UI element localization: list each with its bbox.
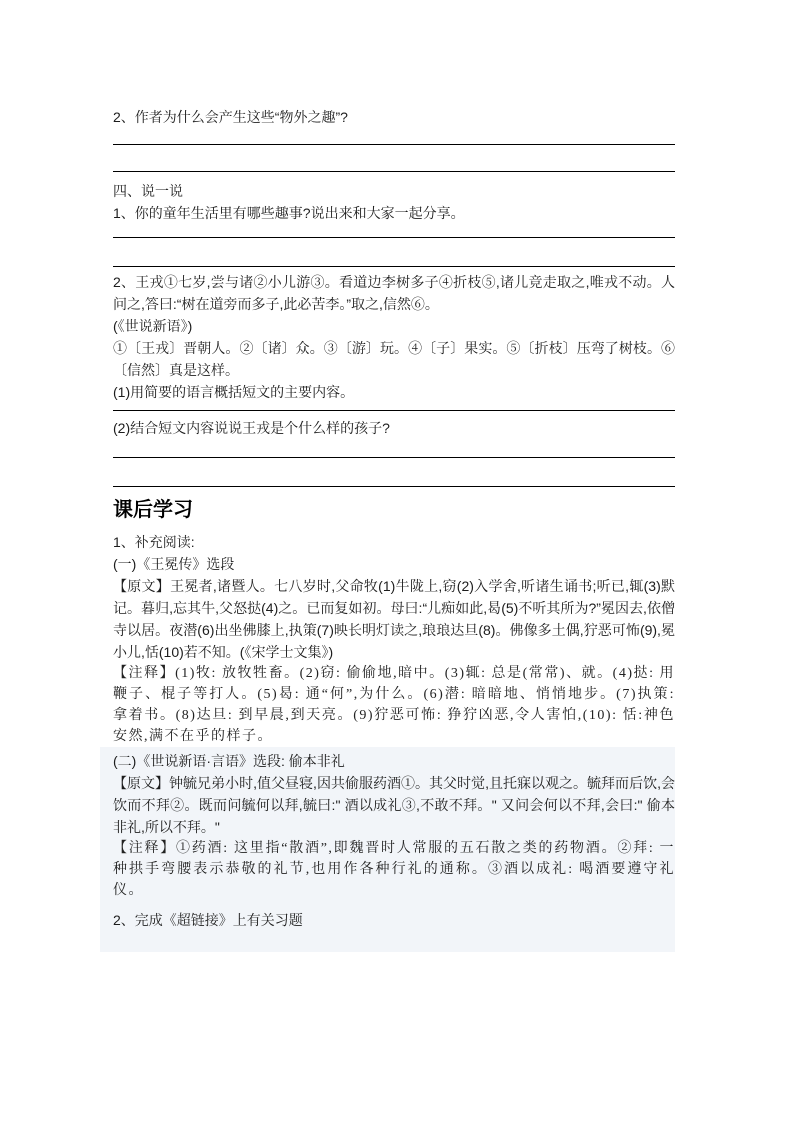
- section-4-heading: 四、说一说: [113, 183, 183, 199]
- sub-question-1: (1)用简要的语言概括短文的主要内容。: [113, 384, 355, 400]
- answer-line: [113, 145, 675, 172]
- answer-line: [113, 458, 675, 487]
- answer-line: [113, 128, 675, 145]
- answer-line: [113, 224, 675, 238]
- after-class-heading: 课后学习: [113, 499, 193, 521]
- reading1-original: 【原文】王冕者,诸暨人。七八岁时,父命牧(1)牛陇上,窃(2)入学舍,听诸生诵书;听已,辄(3)默记。暮归,忘其牛,父怒挞(4)之。已而复如初。母曰:“儿痴如此,曷(5)不听其所为?”冕因去,依僧寺以居。夜潜(6)出坐佛膝上,执策(7)映长明灯读之,琅琅达旦(8)。佛像多土偶,狞恶可怖(9),冕小儿,恬(10)若不知。(《宋学士文集》): [113, 578, 675, 660]
- reading2-notes: 【注释】①药酒: 这里指“散酒”,即魏晋时人常服的五石散之类的药物酒。②拜: 一种拱手弯腰表示恭敬的礼节,也用作各种行礼的通称。③酒以成礼: 喝酒要遵守礼仪。: [113, 841, 675, 898]
- reading1-notes: 【注释】(1)牧: 放牧牲畜。(2)窃: 偷偷地,暗中。(3)辄: 总是(常常)、就。(4)挞: 用鞭子、棍子等打人。(5)曷: 通“何”,为什么。(6)潜: 暗暗地、悄悄地步。(7)执策: 拿着书。(8)达旦: 到早晨,到天亮。(9)狞恶可怖: 狰狞凶恶,令人害怕,(10): 恬:神色安然,满不在乎的样子。: [113, 666, 675, 744]
- highlight-block: [100, 747, 675, 952]
- passage-wangrong-source: (《世说新语》): [113, 318, 193, 334]
- question-share-childhood: 1、你的童年生活里有哪些趣事?说出来和大家一起分享。: [113, 205, 465, 221]
- reading2-title: (二)《世说新语·言语》选段: 偷本非礼: [113, 753, 345, 769]
- answer-line: [113, 439, 675, 458]
- question-2: 2、作者为什么会产生这些“物外之趣”?: [113, 109, 348, 125]
- reading1-title: (一)《王冕传》选段: [113, 556, 235, 572]
- answer-line: [113, 238, 675, 267]
- answer-line: [113, 403, 675, 411]
- homework-item-2: 2、完成《超链接》上有关习题: [113, 912, 303, 928]
- sub-question-2: (2)结合短文内容说说王戎是个什么样的孩子?: [113, 420, 390, 436]
- reading2-original: 【原文】钟毓兄弟小时,值父昼寝,因共偷服药酒①。其父时觉,且托寐以观之。毓拜而后饮,会饮而不拜②。既而问毓何以拜,毓曰:" 酒以成礼③,不敢不拜。" 又问会何以不拜,会曰:" 偷本非礼,所以不拜。": [113, 775, 675, 835]
- passage-wangrong: 2、王戎①七岁,尝与诸②小儿游③。看道边李树多子④折枝⑤,诸儿竞走取之,唯戎不动。人问之,答曰:“树在道旁而多子,此必苦李。”取之,信然⑥。: [113, 274, 675, 312]
- passage-wangrong-glossary: ①〔王戎〕晋朝人。②〔诸〕众。③〔游〕玩。④〔子〕果实。⑤〔折枝〕压弯了树枝。⑥〔信然〕真是这样。: [113, 340, 675, 378]
- supplementary-reading-label: 1、补充阅读:: [113, 534, 195, 550]
